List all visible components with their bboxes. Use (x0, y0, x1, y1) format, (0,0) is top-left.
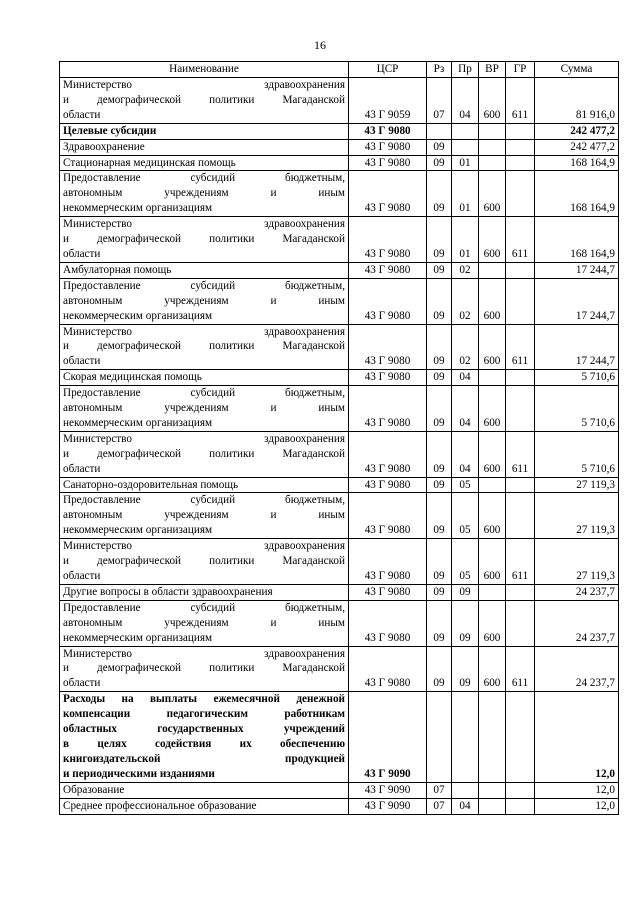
row-name (60, 262, 349, 278)
table-row (60, 600, 619, 646)
row-name-line: некоммерческим организациям (63, 524, 213, 537)
cell-vr (479, 584, 506, 600)
row-name-line: и демографической политики Магаданской (63, 93, 345, 106)
row-name (60, 431, 349, 477)
cell-rz: 09 (427, 262, 452, 278)
row-name-line: области (63, 108, 101, 121)
cell-rz (427, 123, 452, 139)
table-row (60, 78, 619, 124)
cell-gr (506, 798, 535, 814)
row-name (60, 324, 349, 370)
row-name (60, 217, 349, 263)
cell-sum: 24 237,7 (535, 584, 619, 600)
cell-rz: 09 (427, 324, 452, 370)
cell-sum: 168 164,9 (535, 171, 619, 217)
cell-csr: 43 Г 9080 (349, 584, 427, 600)
cell-csr: 43 Г 9080 (349, 123, 427, 139)
cell-gr: 611 (506, 539, 535, 585)
row-name-line: Министерство здравоохранения (63, 432, 345, 445)
cell-vr: 600 (479, 431, 506, 477)
cell-vr (479, 477, 506, 493)
row-name (60, 646, 349, 692)
cell-gr (506, 262, 535, 278)
row-name-line: и демографической политики Магаданской (63, 233, 345, 246)
cell-vr (479, 798, 506, 814)
row-name-line: Санаторно-оздоровительная помощь (63, 478, 239, 491)
table-row (60, 262, 619, 278)
cell-vr: 600 (479, 386, 506, 432)
cell-csr: 43 Г 9080 (349, 278, 427, 324)
cell-rz: 09 (427, 217, 452, 263)
cell-vr: 600 (479, 646, 506, 692)
cell-pr: 09 (452, 600, 479, 646)
row-name-line: Предоставление субсидий бюджетным, (63, 172, 345, 185)
row-name-line: Министерство здравоохранения (63, 218, 345, 231)
table-row (60, 477, 619, 493)
cell-pr: 02 (452, 278, 479, 324)
row-name-line: Расходы на выплаты ежемесячной денежной (63, 693, 345, 706)
row-name-line: Среднее профессиональное образование (63, 799, 257, 812)
cell-vr (479, 370, 506, 386)
cell-csr: 43 Г 9080 (349, 139, 427, 155)
cell-vr: 600 (479, 171, 506, 217)
cell-csr: 43 Г 9080 (349, 155, 427, 171)
cell-sum: 168 164,9 (535, 155, 619, 171)
table-row (60, 431, 619, 477)
row-name (60, 539, 349, 585)
cell-gr (506, 123, 535, 139)
cell-rz: 09 (427, 386, 452, 432)
row-name-line: автономным учреждениям и иным (63, 509, 345, 522)
cell-pr: 04 (452, 798, 479, 814)
row-name (60, 278, 349, 324)
table-row (60, 123, 619, 139)
row-name-line: и демографической политики Магаданской (63, 662, 345, 675)
table-row (60, 386, 619, 432)
cell-gr (506, 370, 535, 386)
cell-rz: 09 (427, 278, 452, 324)
cell-csr: 43 Г 9080 (349, 171, 427, 217)
cell-rz: 09 (427, 370, 452, 386)
cell-sum: 27 119,3 (535, 493, 619, 539)
header-name: Наименование (60, 62, 349, 78)
row-name (60, 600, 349, 646)
cell-pr: 04 (452, 431, 479, 477)
budget-table (59, 61, 619, 815)
cell-csr: 43 Г 9080 (349, 262, 427, 278)
cell-sum: 5 710,6 (535, 431, 619, 477)
cell-pr: 09 (452, 584, 479, 600)
cell-csr: 43 Г 9080 (349, 431, 427, 477)
cell-vr (479, 155, 506, 171)
cell-pr: 04 (452, 370, 479, 386)
row-name-line: Скорая медицинская помощь (63, 371, 202, 384)
row-name-line: Министерство здравоохранения (63, 325, 345, 338)
cell-csr: 43 Г 9090 (349, 692, 427, 782)
header-pr: Пр (452, 62, 479, 78)
row-name-line: Предоставление субсидий бюджетным, (63, 279, 345, 292)
cell-rz: 09 (427, 539, 452, 585)
table-row (60, 798, 619, 814)
cell-csr: 43 Г 9080 (349, 600, 427, 646)
row-name-line: Министерство здравоохранения (63, 647, 345, 660)
cell-gr (506, 692, 535, 782)
cell-pr: 04 (452, 386, 479, 432)
row-name (60, 782, 349, 798)
row-name-line: некоммерческим организациям (63, 309, 213, 322)
cell-rz: 09 (427, 155, 452, 171)
row-name-line: автономным учреждениям и иным (63, 616, 345, 629)
cell-pr (452, 139, 479, 155)
row-name-line: книгоиздательской продукцией (63, 752, 345, 765)
table-row (60, 692, 619, 782)
cell-gr (506, 139, 535, 155)
cell-gr: 611 (506, 646, 535, 692)
cell-csr: 43 Г 9080 (349, 493, 427, 539)
row-name-line: и демографической политики Магаданской (63, 555, 345, 568)
row-name-line: Министерство здравоохранения (63, 540, 345, 553)
row-name (60, 584, 349, 600)
row-name-line: автономным учреждениям и иным (63, 187, 345, 200)
cell-pr: 01 (452, 155, 479, 171)
cell-sum: 12,0 (535, 798, 619, 814)
cell-rz: 07 (427, 78, 452, 124)
table-row (60, 155, 619, 171)
row-name-line: области (63, 355, 101, 368)
table-row (60, 324, 619, 370)
cell-rz: 07 (427, 798, 452, 814)
cell-gr (506, 278, 535, 324)
row-name-line: некоммерческим организациям (63, 416, 213, 429)
table-row (60, 278, 619, 324)
header-csr: ЦСР (349, 62, 427, 78)
cell-gr: 611 (506, 431, 535, 477)
cell-gr: 611 (506, 78, 535, 124)
cell-gr (506, 386, 535, 432)
cell-pr: 01 (452, 171, 479, 217)
row-name (60, 692, 349, 782)
cell-vr: 600 (479, 493, 506, 539)
header-vr: ВР (479, 62, 506, 78)
cell-gr (506, 155, 535, 171)
table-row (60, 217, 619, 263)
cell-gr: 611 (506, 217, 535, 263)
cell-sum: 168 164,9 (535, 217, 619, 263)
cell-csr: 43 Г 9080 (349, 386, 427, 432)
cell-pr: 04 (452, 78, 479, 124)
cell-vr (479, 139, 506, 155)
cell-vr: 600 (479, 78, 506, 124)
table-row (60, 139, 619, 155)
header-rz: Рз (427, 62, 452, 78)
cell-sum: 24 237,7 (535, 646, 619, 692)
cell-rz: 09 (427, 493, 452, 539)
cell-pr: 05 (452, 493, 479, 539)
table-row (60, 493, 619, 539)
row-name (60, 386, 349, 432)
row-name-line: в целях содействия их обеспечению (63, 737, 345, 750)
cell-csr: 43 Г 9080 (349, 539, 427, 585)
cell-sum: 27 119,3 (535, 539, 619, 585)
row-name (60, 171, 349, 217)
row-name (60, 139, 349, 155)
row-name (60, 477, 349, 493)
cell-vr (479, 123, 506, 139)
table-row (60, 782, 619, 798)
cell-sum: 12,0 (535, 692, 619, 782)
cell-pr: 02 (452, 262, 479, 278)
cell-rz: 09 (427, 171, 452, 217)
row-name (60, 78, 349, 124)
cell-rz: 09 (427, 646, 452, 692)
row-name-line: некоммерческим организациям (63, 631, 213, 644)
row-name (60, 798, 349, 814)
cell-csr: 43 Г 9080 (349, 477, 427, 493)
row-name-line: Здравоохранение (63, 140, 145, 153)
cell-vr (479, 262, 506, 278)
header-gr: ГР (506, 62, 535, 78)
row-name-line: области (63, 677, 101, 690)
cell-vr: 600 (479, 324, 506, 370)
row-name-line: Предоставление субсидий бюджетным, (63, 601, 345, 614)
row-name-line: автономным учреждениям и иным (63, 294, 345, 307)
cell-sum: 12,0 (535, 782, 619, 798)
cell-pr: 05 (452, 477, 479, 493)
cell-sum: 5 710,6 (535, 370, 619, 386)
row-name-line: областных государственных учреждений (63, 723, 345, 736)
cell-gr (506, 782, 535, 798)
cell-vr (479, 692, 506, 782)
row-name-line: некоммерческим организациям (63, 202, 213, 215)
cell-sum: 242 477,2 (535, 139, 619, 155)
cell-csr: 43 Г 9090 (349, 782, 427, 798)
cell-vr: 600 (479, 278, 506, 324)
cell-pr: 01 (452, 217, 479, 263)
cell-gr (506, 493, 535, 539)
row-name-line: и демографической политики Магаданской (63, 340, 345, 353)
cell-csr: 43 Г 9080 (349, 646, 427, 692)
row-name-line: и демографической политики Магаданской (63, 447, 345, 460)
row-name (60, 370, 349, 386)
cell-sum: 17 244,7 (535, 324, 619, 370)
row-name-line: Стационарная медицинская помощь (63, 156, 236, 169)
table-row (60, 646, 619, 692)
cell-csr: 43 Г 9080 (349, 370, 427, 386)
row-name (60, 493, 349, 539)
page-number: 16 (314, 38, 326, 52)
table-row (60, 171, 619, 217)
cell-pr: 09 (452, 646, 479, 692)
cell-rz: 09 (427, 477, 452, 493)
cell-rz: 09 (427, 600, 452, 646)
cell-sum: 242 477,2 (535, 123, 619, 139)
cell-rz (427, 692, 452, 782)
row-name-line: компенсации педагогическим работникам (63, 708, 345, 721)
cell-csr: 43 Г 9080 (349, 217, 427, 263)
cell-pr (452, 123, 479, 139)
row-name-line: автономным учреждениям и иным (63, 402, 345, 415)
row-name-line: Другие вопросы в области здравоохранения (63, 585, 273, 598)
cell-rz: 07 (427, 782, 452, 798)
cell-csr: 43 Г 9080 (349, 324, 427, 370)
cell-sum: 5 710,6 (535, 386, 619, 432)
row-name-line: Министерство здравоохранения (63, 79, 345, 91)
cell-pr (452, 692, 479, 782)
row-name-line: области (63, 462, 101, 475)
header-sum: Сумма (535, 62, 619, 78)
cell-pr (452, 782, 479, 798)
row-name-line: области (63, 570, 101, 582)
cell-gr (506, 477, 535, 493)
cell-pr: 02 (452, 324, 479, 370)
cell-pr: 05 (452, 539, 479, 585)
table-row (60, 539, 619, 585)
row-name-line: Образование (63, 783, 125, 796)
row-name-line: Предоставление субсидий бюджетным, (63, 387, 345, 400)
table-header-row (60, 62, 619, 78)
cell-gr: 611 (506, 324, 535, 370)
cell-sum: 27 119,3 (535, 477, 619, 493)
cell-vr: 600 (479, 600, 506, 646)
cell-vr: 600 (479, 539, 506, 585)
table-row (60, 370, 619, 386)
cell-vr: 600 (479, 217, 506, 263)
row-name (60, 155, 349, 171)
row-name-line: Амбулаторная помощь (63, 263, 172, 276)
row-name-line: Предоставление субсидий бюджетным, (63, 494, 345, 507)
cell-gr (506, 171, 535, 217)
cell-rz: 09 (427, 139, 452, 155)
row-name-line: области (63, 247, 101, 260)
cell-rz: 09 (427, 584, 452, 600)
cell-sum: 24 237,7 (535, 600, 619, 646)
cell-vr (479, 782, 506, 798)
cell-csr: 43 Г 9090 (349, 798, 427, 814)
cell-rz: 09 (427, 431, 452, 477)
cell-csr: 43 Г 9059 (349, 78, 427, 124)
row-name-line: и периодическими изданиями (63, 767, 215, 780)
row-name (60, 123, 349, 139)
cell-gr (506, 600, 535, 646)
cell-sum: 81 916,0 (535, 78, 619, 124)
cell-gr (506, 584, 535, 600)
table-row (60, 584, 619, 600)
cell-sum: 17 244,7 (535, 278, 619, 324)
row-name-line: Целевые субсидии (63, 124, 157, 137)
cell-sum: 17 244,7 (535, 262, 619, 278)
